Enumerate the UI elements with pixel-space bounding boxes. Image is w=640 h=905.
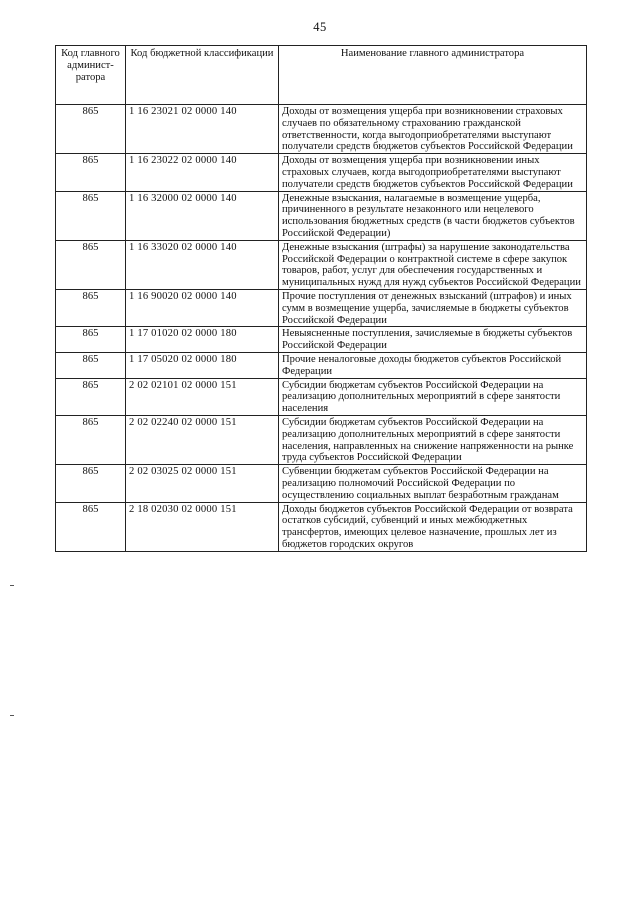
header-admin-code: Код главного админист-ратора	[56, 46, 126, 105]
table-header-row	[56, 46, 587, 105]
cell-kbk: 1 17 01020 02 0000 180	[126, 327, 279, 353]
cell-admin-name: Невыясненные поступления, зачисляемые в бюджеты субъектов Российской Федерации	[279, 327, 587, 353]
header-admin-name: Наименование главного администратора	[279, 46, 587, 105]
margin-mark	[10, 715, 14, 716]
table-row	[56, 327, 587, 353]
cell-admin-code: 865	[56, 465, 126, 502]
cell-admin-name: Доходы от возмещения ущерба при возникновении иных страховых случаев, когда выгодоприобретателями выступают получатели средств бюджетов субъектов Российской Федерации	[279, 154, 587, 191]
table-row	[56, 502, 587, 551]
cell-kbk: 1 16 23021 02 0000 140	[126, 105, 279, 154]
cell-admin-code: 865	[56, 352, 126, 378]
cell-admin-code: 865	[56, 415, 126, 464]
cell-admin-code: 865	[56, 327, 126, 353]
table-row	[56, 378, 587, 415]
cell-admin-code: 865	[56, 154, 126, 191]
cell-admin-name: Прочие поступления от денежных взысканий (штрафов) и иных сумм в возмещение ущерба, зачисляемые в бюджеты субъектов Российской Федерации	[279, 289, 587, 326]
cell-kbk: 2 18 02030 02 0000 151	[126, 502, 279, 551]
cell-admin-name: Денежные взыскания, налагаемые в возмещение ущерба, причиненного в результате незаконного или нецелевого использования бюджетных средств (в части бюджетов субъектов Российской Федерации)	[279, 191, 587, 240]
cell-admin-name: Субвенции бюджетам субъектов Российской Федерации на реализацию полномочий Российской Федерации по осуществлению социальных выплат безработным гражданам	[279, 465, 587, 502]
table-row	[56, 154, 587, 191]
cell-kbk: 1 16 23022 02 0000 140	[126, 154, 279, 191]
table-row	[56, 289, 587, 326]
cell-kbk: 2 02 03025 02 0000 151	[126, 465, 279, 502]
cell-admin-code: 865	[56, 378, 126, 415]
cell-kbk: 2 02 02240 02 0000 151	[126, 415, 279, 464]
margin-mark	[10, 585, 14, 586]
cell-admin-name: Прочие неналоговые доходы бюджетов субъектов Российской Федерации	[279, 352, 587, 378]
cell-admin-name: Субсидии бюджетам субъектов Российской Федерации на реализацию дополнительных мероприятий в сфере занятости населения, направленных на снижение напряженности на рынке труда субъектов Российской Федерации	[279, 415, 587, 464]
header-kbk: Код бюджетной классификации	[126, 46, 279, 105]
cell-admin-code: 865	[56, 502, 126, 551]
cell-admin-code: 865	[56, 105, 126, 154]
table-row	[56, 465, 587, 502]
cell-admin-name: Денежные взыскания (штрафы) за нарушение законодательства Российской Федерации о контрактной системе в сфере закупок товаров, работ, услуг для обеспечения государственных и муниципальных нужд для нужд субъектов Российской Федерации	[279, 240, 587, 289]
cell-kbk: 1 16 90020 02 0000 140	[126, 289, 279, 326]
cell-kbk: 1 16 33020 02 0000 140	[126, 240, 279, 289]
cell-kbk: 2 02 02101 02 0000 151	[126, 378, 279, 415]
table-row	[56, 240, 587, 289]
cell-admin-code: 865	[56, 191, 126, 240]
administrators-table	[55, 45, 587, 552]
cell-admin-name: Субсидии бюджетам субъектов Российской Федерации на реализацию дополнительных мероприятий в сфере занятости населения	[279, 378, 587, 415]
table-row	[56, 191, 587, 240]
cell-admin-code: 865	[56, 289, 126, 326]
cell-admin-code: 865	[56, 240, 126, 289]
cell-kbk: 1 16 32000 02 0000 140	[126, 191, 279, 240]
table-row	[56, 105, 587, 154]
table-row	[56, 352, 587, 378]
cell-kbk: 1 17 05020 02 0000 180	[126, 352, 279, 378]
page-number: 45	[313, 20, 327, 34]
table-row	[56, 415, 587, 464]
cell-admin-name: Доходы от возмещения ущерба при возникновении страховых случаев по обязательному страхованию гражданской ответственности, когда выгодоприобретателями выступают получатели средств бюджетов субъектов Российской Федерации	[279, 105, 587, 154]
cell-admin-name: Доходы бюджетов субъектов Российской Федерации от возврата остатков субсидий, субвенций и иных межбюджетных трансфертов, имеющих целевое назначение, прошлых лет из бюджетов городских округов	[279, 502, 587, 551]
